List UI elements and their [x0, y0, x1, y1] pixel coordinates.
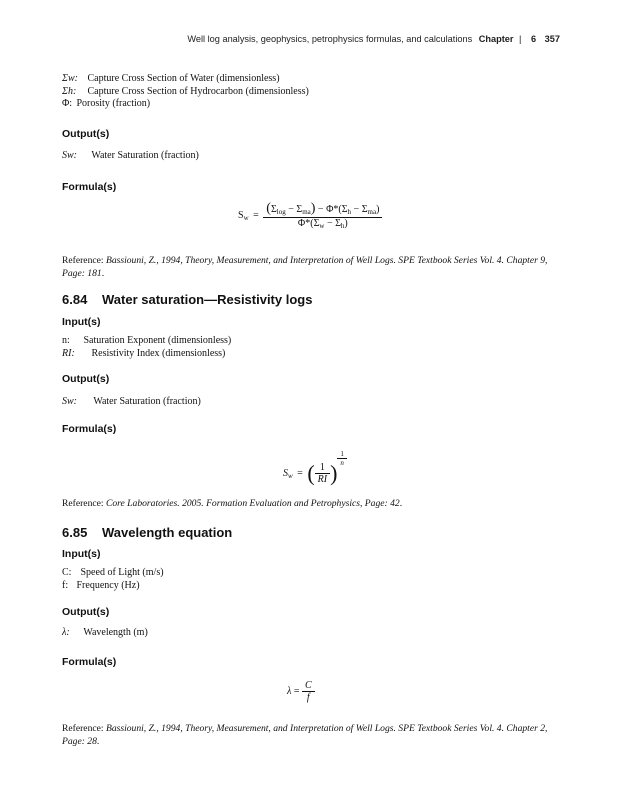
list-item	[62, 567, 562, 580]
output-symbol: Sw:	[62, 396, 77, 407]
capture-fraction	[263, 201, 382, 230]
running-title: Well log analysis, geophysics, petrophysics formulas, and calculations	[187, 34, 473, 44]
input-symbol: RI:	[62, 347, 75, 359]
list-item	[62, 86, 562, 99]
section-heading-6-85	[62, 525, 232, 540]
exponent-fraction: $\frac{1}{n}$	[337, 450, 347, 467]
input-heading: Input(s)	[62, 548, 101, 560]
reference-page: Page: 181	[62, 268, 102, 279]
input-symbol: f:	[62, 579, 69, 591]
section-number: 6.84	[62, 292, 88, 307]
list-item	[62, 335, 562, 348]
list-item	[62, 580, 562, 593]
input-list	[62, 335, 562, 360]
list-item	[62, 627, 562, 640]
list-item	[62, 150, 562, 163]
list-item	[62, 73, 562, 86]
section-heading-6-84	[62, 292, 312, 307]
fraction-numerator: $(\Sigma_{log} - \Sigma_{ma}) - \Phi*(\Sigma_h - \Sigma_{ma})$	[266, 201, 380, 216]
fraction-denominator: $\Phi*(\Sigma_w - \Sigma_h)$	[297, 218, 348, 230]
resistivity-fraction: $\frac{1}{RI}$	[315, 462, 330, 485]
input-label: Resistivity Index (dimensionless)	[91, 347, 226, 359]
output-symbol: Sw:	[62, 150, 77, 161]
input-symbol: Φ:	[62, 98, 73, 109]
output-label: Water Saturation (fraction)	[93, 396, 201, 407]
formula-sw-resistivity: $S_w$ = ( $\frac{1}{RI}$ ) $\frac{1}{n}$	[283, 450, 347, 487]
output-symbol: λ:	[62, 627, 70, 638]
input-symbol: C:	[62, 567, 72, 578]
output-heading: Output(s)	[62, 373, 110, 385]
output-label: Wavelength (m)	[83, 627, 148, 638]
output-list	[62, 150, 562, 163]
input-symbol: Σw:	[62, 73, 78, 84]
formula-sw-capture: $S_w$ = $(\Sigma_{log} - \Sigma_{ma}) - \Phi*(\Sigma_h - \Sigma_{ma})$ $\Phi*(\Sigma_w - \Sigma_h)$	[238, 201, 382, 230]
reference-citation: Core Laboratories. 2005. Formation Evaluation and Petrophysics	[105, 498, 360, 509]
output-label: Water Saturation (fraction)	[91, 150, 199, 161]
reference-block-3: Reference: Bassiouni, Z., 1994, Theory, Measurement, and Interpretation of Well Logs. SPE Textbook Series Vol. 4. Chapter 2, Page: 28.	[62, 723, 548, 747]
output-heading: Output(s)	[62, 606, 110, 618]
input-label: Frequency (Hz)	[76, 579, 140, 591]
reference-page: Page: 42	[364, 498, 400, 509]
section-title: Water saturation—Resistivity logs	[102, 292, 313, 307]
section-number: 6.85	[62, 525, 88, 540]
output-list	[62, 627, 562, 640]
input-symbol: n:	[62, 335, 70, 346]
reference-block-2: Reference: Core Laboratories. 2005. Formation Evaluation and Petrophysics, Page: 42.	[62, 498, 403, 509]
output-list	[62, 396, 562, 409]
reference-page: Page: 28	[62, 736, 97, 747]
reference-block-1: Reference: Bassiouni, Z., 1994, Theory, Measurement, and Interpretation of Well Logs. SPE Textbook Series Vol. 4. Chapter 9, Page: 181.	[62, 255, 548, 279]
input-list	[62, 567, 562, 592]
reference-citation: Bassiouni, Z., 1994, Theory, Measurement, and Interpretation of Well Logs. SPE Textbook Series Vol. 4. Chapter 9	[105, 255, 546, 266]
continued-inputs-list	[62, 73, 562, 111]
section-title: Wavelength equation	[102, 525, 233, 540]
reference-citation: Bassiouni, Z., 1994, Theory, Measurement, and Interpretation of Well Logs. SPE Textbook Series Vol. 4. Chapter 2	[105, 723, 546, 734]
list-item	[62, 396, 562, 409]
input-label: Saturation Exponent (dimensionless)	[83, 335, 232, 346]
formula-heading: Formula(s)	[62, 423, 117, 435]
list-item	[62, 348, 562, 361]
formula-heading: Formula(s)	[62, 181, 117, 193]
wavelength-fraction: $\frac{C}{f}$	[302, 680, 315, 703]
input-label: Capture Cross Section of Hydrocarbon (dimensionless)	[87, 85, 309, 97]
running-head	[187, 34, 560, 44]
input-label: Capture Cross Section of Water (dimensionless)	[87, 73, 280, 84]
input-symbol: Σh:	[62, 85, 77, 97]
input-label: Porosity (fraction)	[76, 98, 151, 109]
input-label: Speed of Light (m/s)	[80, 567, 164, 578]
page-number: 357	[544, 34, 560, 44]
output-heading: Output(s)	[62, 128, 110, 140]
formula-wavelength: λ = $\frac{C}{f}$	[287, 680, 315, 703]
chapter-label: Chapter	[478, 34, 514, 44]
formula-heading: Formula(s)	[62, 656, 117, 668]
input-heading: Input(s)	[62, 316, 101, 328]
chapter-separator: |	[519, 34, 522, 44]
chapter-number: 6	[530, 34, 537, 44]
list-item	[62, 98, 562, 111]
